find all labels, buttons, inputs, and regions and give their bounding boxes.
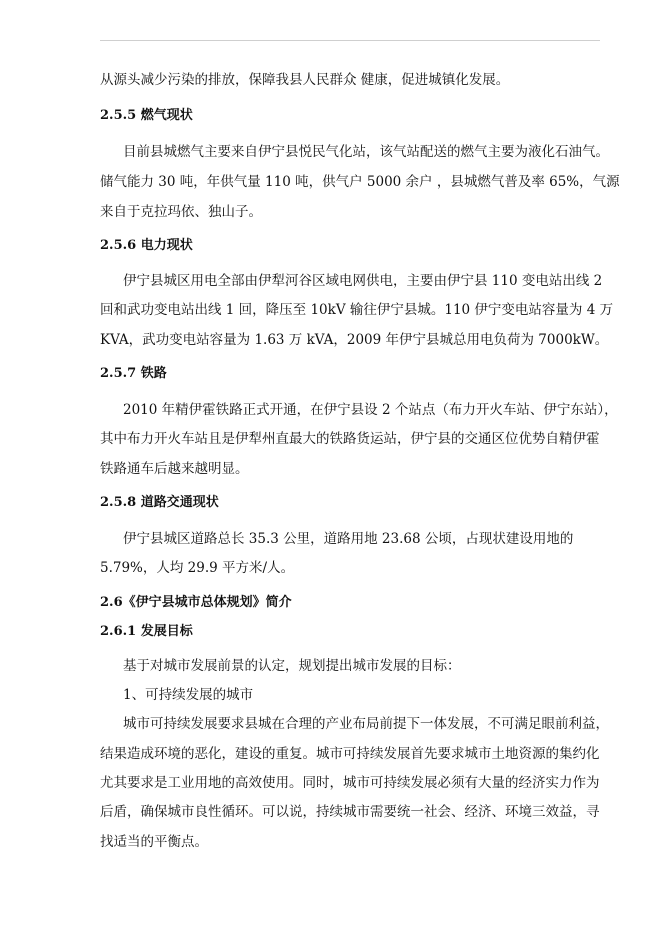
paragraph-line: 基于对城市发展前景的认定，规划提出城市发展的目标：	[123, 658, 461, 674]
section-heading-2-5-7: 2.5.7 铁路	[100, 366, 167, 381]
paragraph-line: 尤其要求是工业用地的高效使用。同时，城市可持续发展必须有大量的经济实力作为	[100, 775, 600, 791]
paragraph-line: 回和武功变电站出线 1 回，降压至 10kV 输往伊宁县城。110 伊宁变电站容量为 4 万	[100, 302, 614, 318]
section-heading-2-5-5: 2.5.5 燃气现状	[100, 108, 193, 123]
section-heading-2-6: 2.6《伊宁县城市总体规划》简介	[100, 595, 292, 610]
section-heading-2-5-6: 2.5.6 电力现状	[100, 238, 193, 253]
paragraph-line: 其中布力开火车站且是伊犁州直最大的铁路货运站，伊宁县的交通区位优势自精伊霍	[100, 431, 600, 447]
paragraph-line: 城市可持续发展要求县城在合理的产业布局前提下一体发展，不可满足眼前利益，	[123, 716, 609, 732]
paragraph-line: 伊宁县城区道路总长 35.3 公里，道路用地 23.68 公顷，占现状建设用地的	[123, 531, 574, 547]
paragraph-line: KVA，武功变电站容量为 1.63 万 kVA，2009 年伊宁县城总用电负荷为 7000kW。	[100, 332, 609, 348]
header-rule	[100, 40, 600, 41]
paragraph-line: 结果造成环境的恶化，建设的重复。城市可持续发展首先要求城市土地资源的集约化	[100, 746, 600, 762]
paragraph-line: 伊宁县城区用电全部由伊犁河谷区域电网供电，主要由伊宁县 110 变电站出线 2	[123, 273, 603, 289]
paragraph-line: 找适当的平衡点。	[100, 834, 208, 850]
paragraph-line: 目前县城燃气主要来自伊宁县悦民气化站，该气站配送的燃气主要为液化石油气。	[123, 144, 609, 160]
paragraph-line: 后盾，确保城市良性循环。可以说，持续城市需要统一社会、经济、环境三效益，寻	[100, 804, 600, 820]
list-item: 1、可持续发展的城市	[123, 687, 254, 703]
paragraph-line: 2010 年精伊霍铁路正式开通，在伊宁县设 2 个站点（布力开火车站、伊宁东站），	[123, 402, 618, 418]
section-heading-2-5-8: 2.5.8 道路交通现状	[100, 495, 219, 510]
paragraph-line: 储气能力 30 吨，年供气量 110 吨，供气户 5000 余户 ，县城燃气普及率 65%，气源	[100, 174, 620, 190]
paragraph-text: 从源头减少污染的排放，保障我县人民群众 健康，促进城镇化发展。	[100, 72, 510, 88]
section-heading-2-6-1: 2.6.1 发展目标	[100, 624, 193, 639]
paragraph-line: 铁路通车后越来越明显。	[100, 461, 249, 477]
paragraph-line: 来自于克拉玛依、独山子。	[100, 204, 262, 220]
paragraph-line: 5.79%，人均 29.9 平方米/人。	[100, 560, 295, 576]
